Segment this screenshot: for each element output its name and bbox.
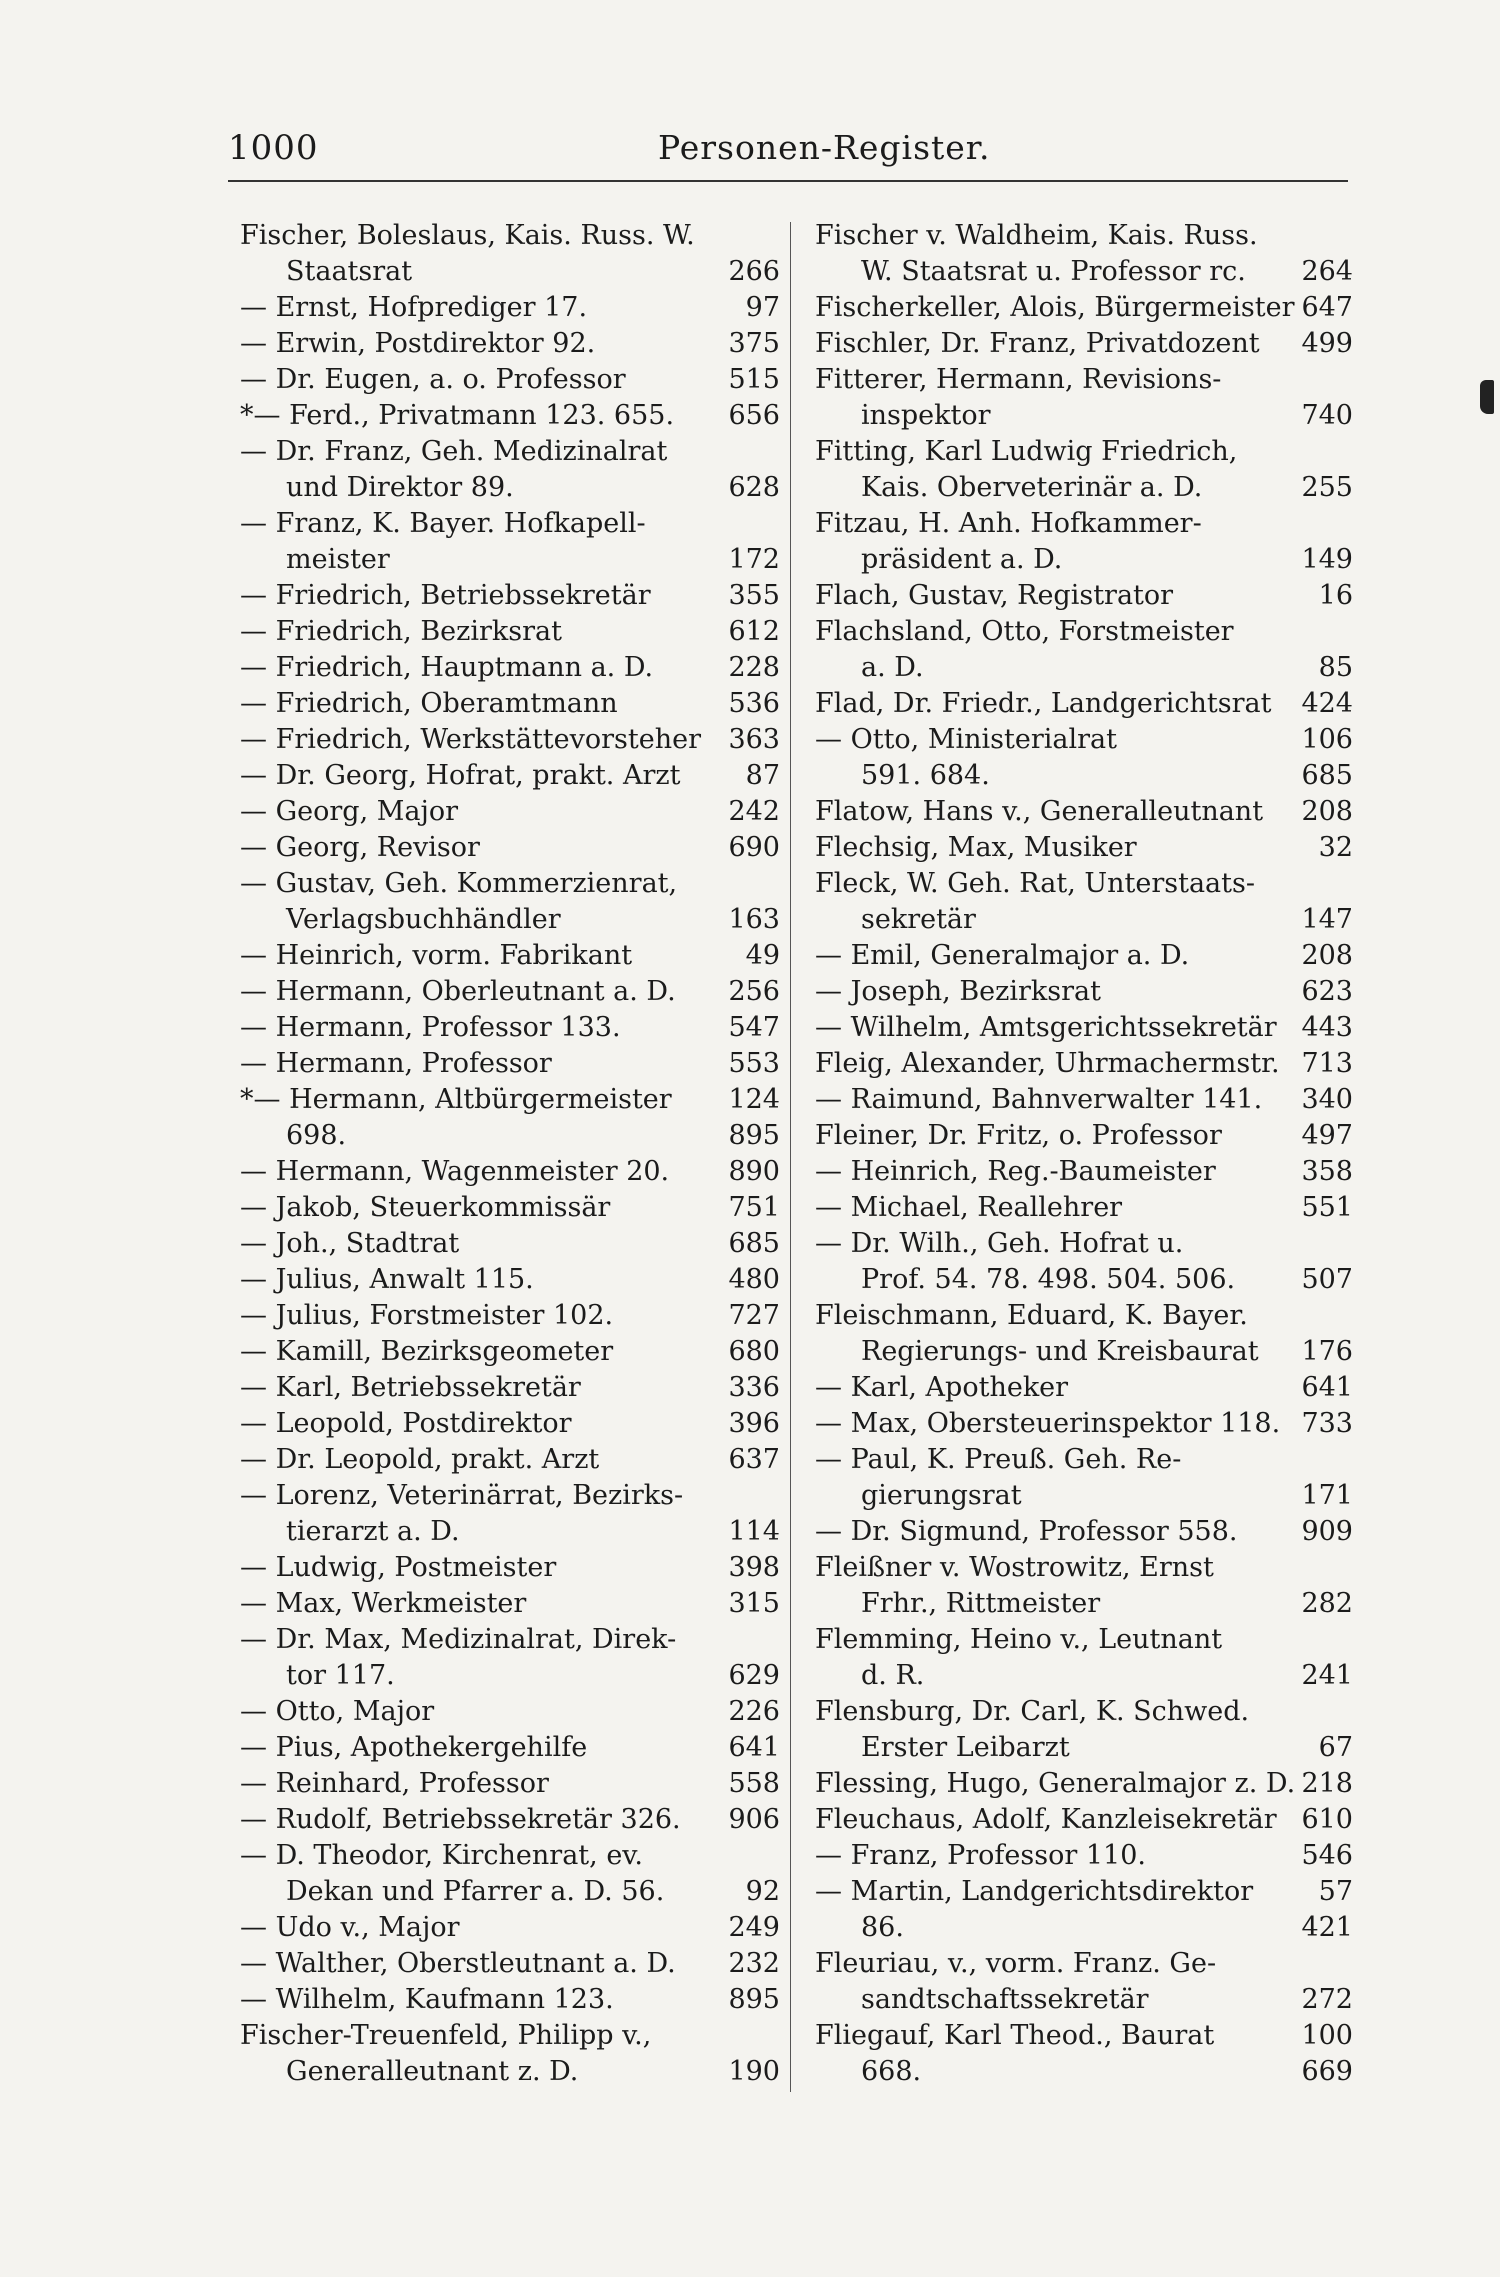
entry-text: — Raimund, Bahnverwalter 141.: [815, 1084, 1263, 1115]
entry-text: — Otto, Major: [240, 1696, 435, 1727]
entry-page: 340: [1301, 1084, 1353, 1115]
index-entry: [240, 254, 780, 290]
entry-text: Fleißner v. Wostrowitz, Ernst: [815, 1552, 1214, 1583]
entry-page: 124: [728, 1084, 780, 1115]
index-entry: [240, 758, 780, 794]
entry-text: — Dr. Sigmund, Professor 558.: [815, 1516, 1238, 1547]
index-entry: [240, 794, 780, 830]
entry-text: W. Staatsrat u. Professor rc.: [861, 256, 1246, 287]
entry-text: 668.: [861, 2056, 922, 2087]
entry-text: — Julius, Anwalt 115.: [240, 1264, 534, 1295]
entry-page: 515: [728, 364, 780, 395]
entry-text: — Franz, Professor 110.: [815, 1840, 1146, 1871]
index-entry: [815, 434, 1353, 470]
index-entry: [815, 2054, 1353, 2090]
index-entry: [240, 362, 780, 398]
index-entry: [815, 794, 1353, 830]
entry-text: Fischer, Boleslaus, Kais. Russ. W.: [240, 220, 695, 251]
entry-page: 114: [728, 1516, 780, 1547]
entry-page: 480: [728, 1264, 780, 1295]
entry-text: Flach, Gustav, Registrator: [815, 580, 1174, 611]
entry-page: 375: [728, 328, 780, 359]
entry-page: 641: [1301, 1372, 1353, 1403]
right-column: [815, 218, 1353, 2090]
entry-text: Flatow, Hans v., Generalleutnant: [815, 796, 1264, 827]
index-entry: [815, 1010, 1353, 1046]
entry-page: 315: [728, 1588, 780, 1619]
index-entry: [815, 722, 1353, 758]
index-entry: [815, 1046, 1353, 1082]
entry-page: 895: [728, 1120, 780, 1151]
index-entry: [240, 218, 780, 254]
entry-page: 272: [1301, 1984, 1353, 2015]
index-entry: [815, 542, 1353, 578]
entry-text: — Pius, Apothekergehilfe: [240, 1732, 588, 1763]
entry-page: 256: [728, 976, 780, 1007]
entry-text: — Michael, Reallehrer: [815, 1192, 1123, 1223]
entry-page: 610: [1301, 1804, 1353, 1835]
entry-text: Fleuchaus, Adolf, Kanzleisekretär: [815, 1804, 1277, 1835]
entry-page: 656: [728, 400, 780, 431]
entry-page: 226: [728, 1696, 780, 1727]
index-entry: [240, 1910, 780, 1946]
entry-page: 443: [1301, 1012, 1353, 1043]
index-entry: [240, 1226, 780, 1262]
index-entry: [815, 1550, 1353, 1586]
index-entry: [240, 614, 780, 650]
entry-text: Flemming, Heino v., Leutnant: [815, 1624, 1223, 1655]
entry-text: — Walther, Oberstleutnant a. D.: [240, 1948, 676, 1979]
entry-text: — Martin, Landgerichtsdirektor: [815, 1876, 1254, 1907]
index-entry: [815, 1766, 1353, 1802]
entry-text: Fischler, Dr. Franz, Privatdozent: [815, 328, 1260, 359]
index-entry: [815, 974, 1353, 1010]
entry-text: Verlagsbuchhändler: [286, 904, 561, 935]
entry-page: 421: [1301, 1912, 1353, 1943]
entry-page: 100: [1301, 2020, 1353, 2051]
entry-text: Fleck, W. Geh. Rat, Unterstaats-: [815, 868, 1255, 899]
entry-text: tor 117.: [286, 1660, 395, 1691]
entry-page: 669: [1301, 2056, 1353, 2087]
index-entry: [240, 1622, 780, 1658]
entry-page: 228: [728, 652, 780, 683]
entry-text: — Dr. Eugen, a. o. Professor: [240, 364, 626, 395]
index-entry: [240, 1118, 780, 1154]
entry-text: *— Hermann, Altbürgermeister: [240, 1084, 672, 1115]
index-entry: [240, 1190, 780, 1226]
index-entry: [815, 1262, 1353, 1298]
entry-page: 282: [1301, 1588, 1353, 1619]
entry-page: 355: [728, 580, 780, 611]
entry-text: — Joh., Stadtrat: [240, 1228, 460, 1259]
left-column: [240, 218, 780, 2090]
entry-page: 92: [745, 1876, 780, 1907]
index-entry: [815, 650, 1353, 686]
entry-text: — Max, Werkmeister: [240, 1588, 527, 1619]
index-entry: [815, 1874, 1353, 1910]
entry-text: — Erwin, Postdirektor 92.: [240, 328, 596, 359]
entry-page: 641: [728, 1732, 780, 1763]
index-entry: [815, 1442, 1353, 1478]
entry-text: — Wilhelm, Amtsgerichtssekretär: [815, 1012, 1277, 1043]
entry-text: präsident a. D.: [861, 544, 1063, 575]
entry-text: — D. Theodor, Kirchenrat, ev.: [240, 1840, 643, 1871]
entry-page: 97: [745, 292, 780, 323]
index-entry: [815, 758, 1353, 794]
page-edge-mark: [1480, 380, 1494, 414]
entry-page: 147: [1301, 904, 1353, 935]
index-entry: [240, 1694, 780, 1730]
entry-page: 32: [1318, 832, 1353, 863]
entry-text: Regierungs- und Kreisbaurat: [861, 1336, 1259, 1367]
index-entry: [240, 1982, 780, 2018]
entry-text: Fischer v. Waldheim, Kais. Russ.: [815, 220, 1258, 251]
entry-text: a. D.: [861, 652, 924, 683]
entry-text: Flachsland, Otto, Forstmeister: [815, 616, 1234, 647]
entry-page: 336: [728, 1372, 780, 1403]
entry-text: Fleig, Alexander, Uhrmachermstr.: [815, 1048, 1280, 1079]
entry-text: — Heinrich, vorm. Fabrikant: [240, 940, 633, 971]
index-entry: [815, 1478, 1353, 1514]
index-entry: [815, 866, 1353, 902]
index-entry: [815, 1910, 1353, 1946]
entry-page: 242: [728, 796, 780, 827]
entry-text: 86.: [861, 1912, 904, 1943]
entry-text: Flensburg, Dr. Carl, K. Schwed.: [815, 1696, 1250, 1727]
entry-page: 547: [728, 1012, 780, 1043]
index-entry: [240, 1154, 780, 1190]
index-entry: [240, 2054, 780, 2090]
entry-text: Fliegauf, Karl Theod., Baurat: [815, 2020, 1215, 2051]
entry-page: 249: [728, 1912, 780, 1943]
entry-text: — Friedrich, Werkstättevorsteher: [240, 724, 701, 755]
entry-text: — Dr. Leopold, prakt. Arzt: [240, 1444, 600, 1475]
entry-page: 558: [728, 1768, 780, 1799]
entry-text: — Dr. Franz, Geh. Medizinalrat: [240, 436, 668, 467]
entry-text: 698.: [286, 1120, 347, 1151]
entry-page: 16: [1318, 580, 1353, 611]
entry-text: Staatsrat: [286, 256, 413, 287]
entry-page: 647: [1301, 292, 1353, 323]
header-rule: [228, 180, 1348, 182]
index-entry: [240, 1334, 780, 1370]
index-entry: [815, 1082, 1353, 1118]
index-entry: [240, 1478, 780, 1514]
entry-text: inspektor: [861, 400, 991, 431]
entry-page: 176: [1301, 1336, 1353, 1367]
index-entry: [815, 362, 1353, 398]
entry-text: — Rudolf, Betriebssekretär 326.: [240, 1804, 681, 1835]
entry-text: Kais. Oberveterinär a. D.: [861, 472, 1203, 503]
entry-page: 546: [1301, 1840, 1353, 1871]
entry-text: — Dr. Georg, Hofrat, prakt. Arzt: [240, 760, 681, 791]
index-entry: [815, 1406, 1353, 1442]
index-entry: [815, 1694, 1353, 1730]
entry-text: — Ludwig, Postmeister: [240, 1552, 557, 1583]
index-entry: [815, 326, 1353, 362]
entry-page: 680: [728, 1336, 780, 1367]
index-entry: [815, 1118, 1353, 1154]
entry-page: 396: [728, 1408, 780, 1439]
index-entry: [815, 902, 1353, 938]
index-entry: [240, 866, 780, 902]
entry-page: 553: [728, 1048, 780, 1079]
entry-text: — Julius, Forstmeister 102.: [240, 1300, 614, 1331]
entry-page: 424: [1301, 688, 1353, 719]
index-entry: [815, 506, 1353, 542]
index-entry: [815, 830, 1353, 866]
index-entry: [815, 1946, 1353, 1982]
index-entry: [240, 398, 780, 434]
index-entry: [815, 1586, 1353, 1622]
index-entry: [815, 1838, 1353, 1874]
entry-text: Generalleutnant z. D.: [286, 2056, 579, 2087]
page-number: 1000: [228, 128, 319, 168]
entry-text: — Karl, Apotheker: [815, 1372, 1069, 1403]
index-entry: [815, 1154, 1353, 1190]
entry-page: 909: [1301, 1516, 1353, 1547]
entry-page: 629: [728, 1660, 780, 1691]
index-entry: [815, 938, 1353, 974]
entry-page: 637: [728, 1444, 780, 1475]
entry-text: sekretär: [861, 904, 976, 935]
entry-page: 172: [728, 544, 780, 575]
entry-text: meister: [286, 544, 390, 575]
index-entry: [240, 1262, 780, 1298]
index-entry: [240, 830, 780, 866]
entry-page: 255: [1301, 472, 1353, 503]
index-entry: [815, 470, 1353, 506]
index-entry: [815, 1298, 1353, 1334]
index-entry: [240, 1010, 780, 1046]
index-entry: [240, 974, 780, 1010]
entry-page: 218: [1301, 1768, 1353, 1799]
entry-text: — Jakob, Steuerkommissär: [240, 1192, 611, 1223]
entry-text: — Wilhelm, Kaufmann 123.: [240, 1984, 614, 2015]
entry-page: 241: [1301, 1660, 1353, 1691]
entry-text: — Emil, Generalmajor a. D.: [815, 940, 1190, 971]
entry-page: 906: [728, 1804, 780, 1835]
entry-text: — Georg, Revisor: [240, 832, 480, 863]
entry-page: 171: [1301, 1480, 1353, 1511]
index-entry: [240, 1766, 780, 1802]
index-entry: [240, 1442, 780, 1478]
index-entry: [240, 434, 780, 470]
entry-text: *— Ferd., Privatmann 123. 655.: [240, 400, 675, 431]
entry-text: Frhr., Rittmeister: [861, 1588, 1101, 1619]
entry-page: 149: [1301, 544, 1353, 575]
entry-page: 727: [728, 1300, 780, 1331]
entry-text: — Dr. Max, Medizinalrat, Direk-: [240, 1624, 677, 1655]
entry-page: 497: [1301, 1120, 1353, 1151]
entry-page: 266: [728, 256, 780, 287]
index-entry: [240, 938, 780, 974]
entry-text: — Friedrich, Hauptmann a. D.: [240, 652, 654, 683]
entry-page: 628: [728, 472, 780, 503]
entry-text: — Karl, Betriebssekretär: [240, 1372, 581, 1403]
index-entry: [240, 1802, 780, 1838]
entry-page: 751: [728, 1192, 780, 1223]
index-entry: [240, 2018, 780, 2054]
index-entry: [815, 1334, 1353, 1370]
index-entry: [240, 902, 780, 938]
entry-text: — Hermann, Oberleutnant a. D.: [240, 976, 676, 1007]
entry-text: tierarzt a. D.: [286, 1516, 460, 1547]
entry-page: 67: [1318, 1732, 1353, 1763]
index-entry: [240, 290, 780, 326]
entry-page: 890: [728, 1156, 780, 1187]
entry-text: — Hermann, Professor 133.: [240, 1012, 621, 1043]
index-entry: [815, 1370, 1353, 1406]
index-entry: [240, 1298, 780, 1334]
entry-page: 713: [1301, 1048, 1353, 1079]
entry-text: d. R.: [861, 1660, 925, 1691]
entry-page: 685: [728, 1228, 780, 1259]
entry-text: — Udo v., Major: [240, 1912, 460, 1943]
entry-text: Fleuriau, v., vorm. Franz. Ge-: [815, 1948, 1217, 1979]
entry-page: 363: [728, 724, 780, 755]
entry-text: 591. 684.: [861, 760, 990, 791]
entry-page: 264: [1301, 256, 1353, 287]
entry-text: Fleischmann, Eduard, K. Bayer.: [815, 1300, 1248, 1331]
index-entry: [240, 506, 780, 542]
index-entry: [815, 254, 1353, 290]
entry-text: Flechsig, Max, Musiker: [815, 832, 1137, 863]
index-entry: [815, 578, 1353, 614]
entry-page: 57: [1318, 1876, 1353, 1907]
entry-text: — Hermann, Professor: [240, 1048, 552, 1079]
entry-text: sandtschaftssekretär: [861, 1984, 1149, 2015]
entry-text: — Leopold, Postdirektor: [240, 1408, 572, 1439]
index-entry: [240, 722, 780, 758]
index-entry: [240, 1514, 780, 1550]
index-entry: [240, 1946, 780, 1982]
entry-page: 106: [1301, 724, 1353, 755]
page-header: [228, 128, 1348, 178]
entry-text: Fleiner, Dr. Fritz, o. Professor: [815, 1120, 1222, 1151]
entry-page: 507: [1301, 1264, 1353, 1295]
entry-page: 208: [1301, 796, 1353, 827]
index-entry: [815, 1622, 1353, 1658]
entry-text: Fitterer, Hermann, Revisions-: [815, 364, 1222, 395]
index-entry: [240, 578, 780, 614]
index-entry: [240, 542, 780, 578]
index-entry: [815, 1226, 1353, 1262]
index-entry: [240, 1730, 780, 1766]
entry-text: — Max, Obersteuerinspektor 118.: [815, 1408, 1281, 1439]
entry-page: 623: [1301, 976, 1353, 1007]
index-entry: [815, 1982, 1353, 2018]
entry-text: Fitzau, H. Anh. Hofkammer-: [815, 508, 1202, 539]
entry-text: — Ernst, Hofprediger 17.: [240, 292, 588, 323]
index-entry: [240, 1658, 780, 1694]
column-divider: [790, 222, 791, 2092]
index-entry: [815, 1190, 1353, 1226]
index-entry: [815, 1802, 1353, 1838]
entry-page: 536: [728, 688, 780, 719]
entry-page: 685: [1301, 760, 1353, 791]
entry-page: 895: [728, 1984, 780, 2015]
index-entry: [815, 686, 1353, 722]
entry-page: 232: [728, 1948, 780, 1979]
running-title: Personen-Register.: [658, 128, 991, 167]
index-entry: [240, 326, 780, 362]
entry-text: — Hermann, Wagenmeister 20.: [240, 1156, 670, 1187]
index-entry: [240, 1874, 780, 1910]
index-entry: [240, 1586, 780, 1622]
entry-page: 190: [728, 2056, 780, 2087]
entry-text: — Gustav, Geh. Kommerzienrat,: [240, 868, 678, 899]
entry-text: Flad, Dr. Friedr., Landgerichtsrat: [815, 688, 1272, 719]
index-entry: [240, 1406, 780, 1442]
index-entry: [240, 1370, 780, 1406]
entry-text: — Georg, Major: [240, 796, 459, 827]
entry-text: — Reinhard, Professor: [240, 1768, 549, 1799]
entry-text: — Lorenz, Veterinärrat, Bezirks-: [240, 1480, 684, 1511]
index-entry: [815, 1514, 1353, 1550]
entry-page: 740: [1301, 400, 1353, 431]
entry-page: 398: [728, 1552, 780, 1583]
entry-text: — Otto, Ministerialrat: [815, 724, 1117, 755]
entry-text: und Direktor 89.: [286, 472, 514, 503]
entry-text: — Heinrich, Reg.-Baumeister: [815, 1156, 1216, 1187]
entry-text: — Paul, K. Preuß. Geh. Re-: [815, 1444, 1182, 1475]
entry-page: 85: [1318, 652, 1353, 683]
entry-page: 499: [1301, 328, 1353, 359]
index-entry: [240, 1550, 780, 1586]
index-entry: [815, 1658, 1353, 1694]
index-entry: [240, 1838, 780, 1874]
index-entry: [815, 614, 1353, 650]
entry-page: 733: [1301, 1408, 1353, 1439]
index-entry: [240, 470, 780, 506]
entry-text: Fischer-Treuenfeld, Philipp v.,: [240, 2020, 652, 2051]
index-entry: [240, 650, 780, 686]
entry-page: 690: [728, 832, 780, 863]
index-entry: [815, 1730, 1353, 1766]
index-entry: [815, 290, 1353, 326]
entry-text: gierungsrat: [861, 1480, 1022, 1511]
entry-page: 49: [745, 940, 780, 971]
entry-page: 551: [1301, 1192, 1353, 1223]
entry-text: — Franz, K. Bayer. Hofkapell-: [240, 508, 646, 539]
entry-text: Fischerkeller, Alois, Bürgermeister: [815, 292, 1295, 323]
entry-text: Erster Leibarzt: [861, 1732, 1070, 1763]
entry-text: — Friedrich, Oberamtmann: [240, 688, 618, 719]
entry-text: — Kamill, Bezirksgeometer: [240, 1336, 614, 1367]
entry-text: — Friedrich, Bezirksrat: [240, 616, 562, 647]
entry-page: 208: [1301, 940, 1353, 971]
entry-text: Dekan und Pfarrer a. D. 56.: [286, 1876, 665, 1907]
entry-text: Fitting, Karl Ludwig Friedrich,: [815, 436, 1238, 467]
entry-text: Flessing, Hugo, Generalmajor z. D.: [815, 1768, 1296, 1799]
entry-page: 163: [728, 904, 780, 935]
entry-page: 87: [745, 760, 780, 791]
entry-page: 358: [1301, 1156, 1353, 1187]
index-entry: [240, 686, 780, 722]
entry-text: — Joseph, Bezirksrat: [815, 976, 1101, 1007]
index-entry: [815, 2018, 1353, 2054]
index-entry: [240, 1082, 780, 1118]
index-entry: [240, 1046, 780, 1082]
index-entry: [815, 398, 1353, 434]
index-entry: [815, 218, 1353, 254]
entry-text: Prof. 54. 78. 498. 504. 506.: [861, 1264, 1236, 1295]
entry-text: — Friedrich, Betriebssekretär: [240, 580, 651, 611]
entry-text: — Dr. Wilh., Geh. Hofrat u.: [815, 1228, 1184, 1259]
entry-page: 612: [728, 616, 780, 647]
